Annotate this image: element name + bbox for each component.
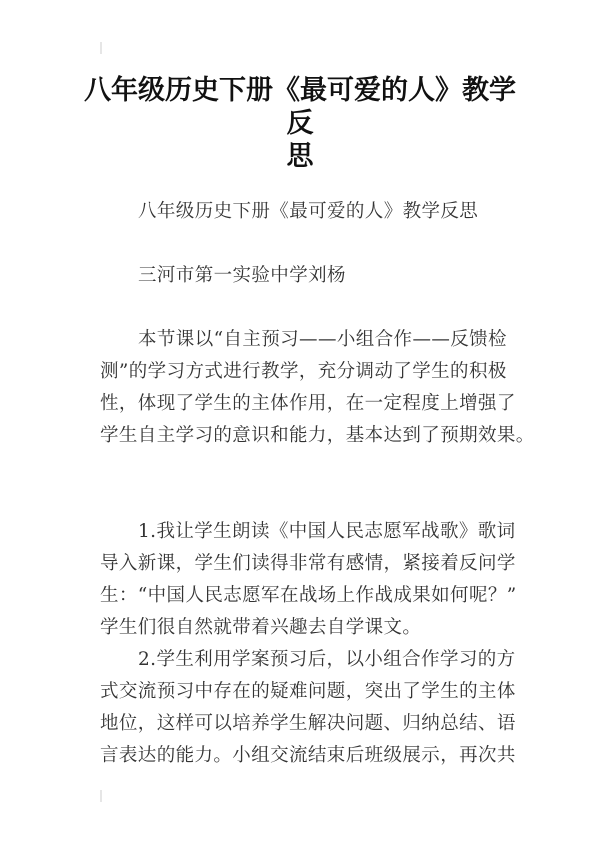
paragraph-line: 言表达的能力。小组交流结束后班级展示，再次共: [100, 745, 516, 766]
paragraph-line: 学生自主学习的意识和能力，基本达到了预期效果。: [100, 425, 535, 446]
paragraph-line: 式交流预习中存在的疑难问题，突出了学生的主体: [100, 681, 516, 702]
page-corner-mark: [100, 790, 102, 802]
paragraph-line: 三河市第一实验中学刘杨: [138, 265, 346, 286]
paragraph-line: 1.我让学生朗读《中国人民志愿军战歌》歌词: [138, 521, 516, 542]
paragraph-line: 本节课以“自主预习——小组合作——反馈检: [138, 329, 507, 350]
paragraph-line: 学生们很自然就带着兴趣去自学课文。: [100, 617, 422, 638]
point-1-paragraph: [100, 516, 517, 644]
paragraph-line: 测”的学习方式进行教学，充分调动了学生的积极: [100, 361, 507, 382]
document-title: [80, 74, 520, 173]
intro-paragraph: [100, 324, 535, 452]
subtitle-paragraph: [100, 196, 510, 228]
title-line: 思: [286, 141, 314, 172]
page-corner-mark: [100, 42, 102, 54]
paragraph-line: 性，体现了学生的主体作用，在一定程度上增强了: [100, 393, 516, 414]
point-2-paragraph: [100, 644, 516, 772]
paragraph-line: 2.学生利用学案预习后，以小组合作学习的方: [138, 649, 516, 670]
title-line: 八年级历史下册《最可爱的人》教学反: [84, 75, 516, 139]
paragraph-line: 导入新课，学生们读得非常有感情，紧接着反问学: [100, 553, 516, 574]
paragraph-line: 生：“中国人民志愿军在战场上作战成果如何呢？”: [100, 585, 517, 606]
paragraph-line: 地位，这样可以培养学生解决问题、归纳总结、语: [100, 713, 516, 734]
author-paragraph: [100, 260, 510, 292]
paragraph-line: 八年级历史下册《最可爱的人》教学反思: [138, 201, 479, 222]
